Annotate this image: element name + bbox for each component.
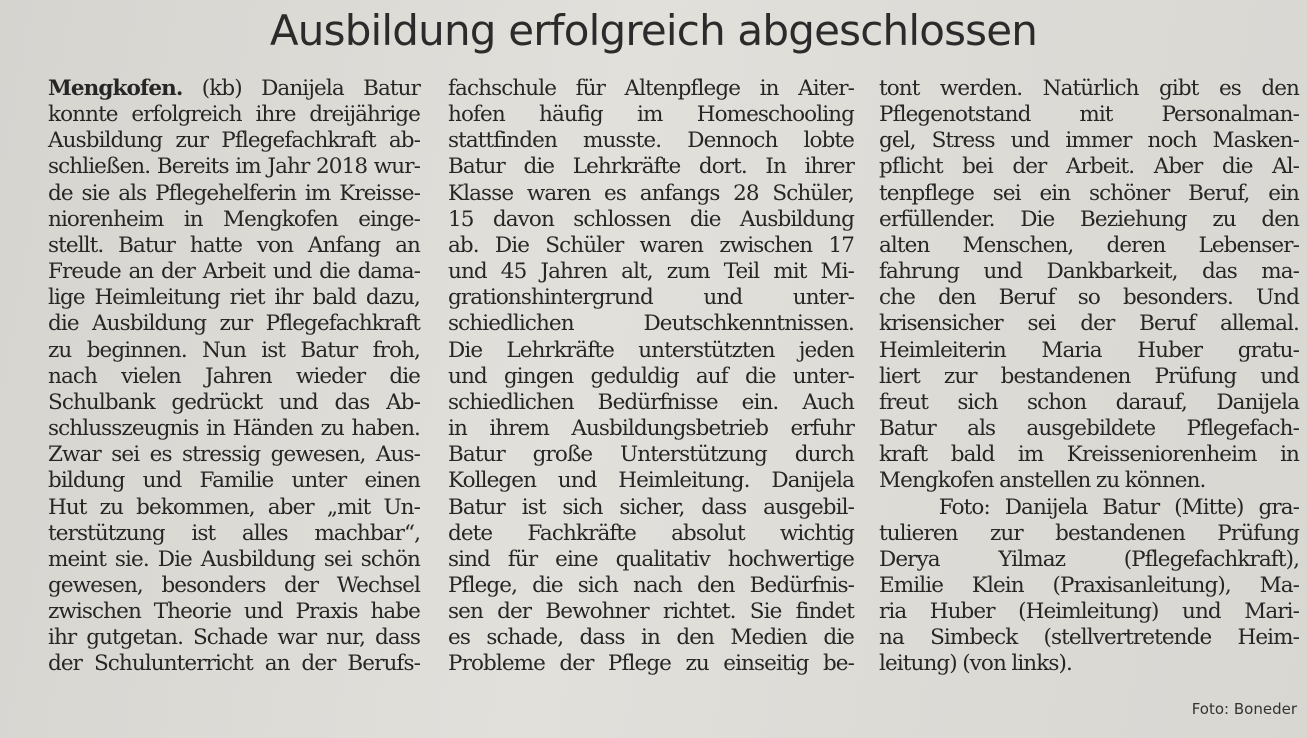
text-line: sen der Bewohner richtet. Sie findet: [448, 599, 854, 625]
text-line: niorenheim in Mengkofen einge-: [48, 206, 420, 232]
text-line: gel, Stress und immer noch Masken-: [879, 128, 1299, 154]
text-line: grationshintergrund und unter-: [448, 285, 854, 311]
text-line: Derya Yilmaz (Pflegefachkraft),: [879, 546, 1299, 572]
text-line: erfüllender. Die Beziehung zu den: [879, 206, 1299, 232]
text-line: zu beginnen. Nun ist Batur froh,: [48, 337, 420, 363]
text-line: nach vielen Jahren wieder die: [48, 363, 420, 389]
text-line: Klasse waren es anfangs 28 Schüler,: [448, 180, 854, 206]
text-line: Emilie Klein (Praxisanleitung), Ma-: [879, 572, 1299, 598]
text-line: fahrung und Dankbarkeit, das ma-: [879, 259, 1299, 285]
text-line: tenpflege sei ein schöner Beruf, ein: [879, 180, 1299, 206]
text-line: Heimleiterin Maria Huber gratu-: [879, 337, 1299, 363]
text-line: Zwar sei es stressig gewesen, Aus-: [48, 442, 420, 468]
text-line: Mengkofen. (kb) Danijela Batur: [48, 76, 420, 101]
article-column-3: [879, 76, 1299, 678]
text-line: in ihrem Ausbildungsbetrieb erfuhr: [448, 416, 854, 442]
text-line: stellt. Batur hatte von Anfang an: [48, 232, 420, 258]
text-line: ab. Die Schüler waren zwischen 17: [448, 232, 854, 258]
text-line: schiedlichen Bedürfnisse ein. Auch: [448, 389, 854, 415]
text-line: ihr gutgetan. Schade war nur, dass: [48, 625, 420, 651]
article-column-2: [448, 76, 854, 678]
photo-credit: Foto: Boneder: [1191, 700, 1297, 718]
text-line: Hut zu bekommen, aber „mit Un-: [48, 494, 420, 520]
text-line: fachschule für Altenpflege in Aiter-: [448, 76, 854, 101]
text-line: freut sich schon darauf, Danijela: [879, 389, 1299, 415]
text-line: tont werden. Natürlich gibt es den: [879, 76, 1299, 101]
text-line: konnte erfolgreich ihre dreijährige: [48, 102, 420, 128]
text-line: bildung und Familie unter einen: [48, 468, 420, 494]
text-line: che den Beruf so besonders. Und: [879, 285, 1299, 311]
text-line: der Schulunterricht an der Berufs-: [48, 651, 420, 677]
text-line: dete Fachkräfte absolut wichtig: [448, 520, 854, 546]
text-line: schließen. Bereits im Jahr 2018 wur-: [48, 154, 420, 180]
text-line: Die Lehrkräfte unterstützten jeden: [448, 337, 854, 363]
text-line: tulieren zur bestandenen Prüfung: [879, 520, 1299, 546]
text-line: Foto: Danijela Batur (Mitte) gra-: [879, 494, 1299, 520]
text-line: gewesen, besonders der Wechsel: [48, 572, 420, 598]
text-line: zwischen Theorie und Praxis habe: [48, 599, 420, 625]
text-line: Ausbildung zur Pflegefachkraft ab-: [48, 128, 420, 154]
text-line: schlusszeugnis in Händen zu haben.: [48, 416, 420, 442]
article-column-1: [48, 76, 420, 678]
text-line: Probleme der Pflege zu einseitig be-: [448, 651, 854, 677]
text-line: Batur die Lehrkräfte dort. In ihrer: [448, 154, 854, 180]
text-line: na Simbeck (stellvertretende Heim-: [879, 625, 1299, 651]
dateline: Mengkofen.: [48, 76, 183, 101]
text-line: liert zur bestandenen Prüfung und: [879, 363, 1299, 389]
text-line: hofen häufig im Homeschooling: [448, 102, 854, 128]
text-line: Batur ist sich sicher, dass ausgebil-: [448, 494, 854, 520]
text-line: stattfinden musste. Dennoch lobte: [448, 128, 854, 154]
text-line: Kollegen und Heimleitung. Danijela: [448, 468, 854, 494]
text-line: Freude an der Arbeit und die dama-: [48, 259, 420, 285]
text-line: leitung) (von links).: [879, 651, 1072, 677]
text-line: und 45 Jahren alt, zum Teil mit Mi-: [448, 259, 854, 285]
text-line: die Ausbildung zur Pflegefachkraft: [48, 311, 420, 337]
text-line: Schulbank gedrückt und das Ab-: [48, 389, 420, 415]
text-line: und gingen geduldig auf die unter-: [448, 363, 854, 389]
text-line: sind für eine qualitativ hochwertige: [448, 546, 854, 572]
text-line: Pflege, die sich nach den Bedürfnis-: [448, 572, 854, 598]
text-line: krisensicher sei der Beruf allemal.: [879, 311, 1299, 337]
text-line: alten Menschen, deren Lebenser-: [879, 232, 1299, 258]
text-line: Batur als ausgebildete Pflegefach-: [879, 416, 1299, 442]
text-line: es schade, dass in den Medien die: [448, 625, 854, 651]
text-line: de sie als Pflegehelferin im Kreisse-: [48, 180, 420, 206]
headline: Ausbildung erfolgreich abgeschlossen: [269, 6, 1038, 55]
text-line: kraft bald im Kreisseniorenheim in: [879, 442, 1299, 468]
text-line: schiedlichen Deutschkenntnissen.: [448, 311, 854, 337]
text-line: terstützung ist alles machbar“,: [48, 520, 420, 546]
text-line: Batur große Unterstützung durch: [448, 442, 854, 468]
text-line: lige Heimleitung riet ihr bald dazu,: [48, 285, 420, 311]
text-line: pflicht bei der Arbeit. Aber die Al-: [879, 154, 1299, 180]
text-line: ria Huber (Heimleitung) und Mari-: [879, 599, 1299, 625]
text-line: 15 davon schlossen die Ausbildung: [448, 206, 854, 232]
text-line: Mengkofen anstellen zu können.: [879, 468, 1206, 494]
text-line: meint sie. Die Ausbildung sei schön: [48, 546, 420, 572]
text-line: Pflegenotstand mit Personalman-: [879, 102, 1299, 128]
